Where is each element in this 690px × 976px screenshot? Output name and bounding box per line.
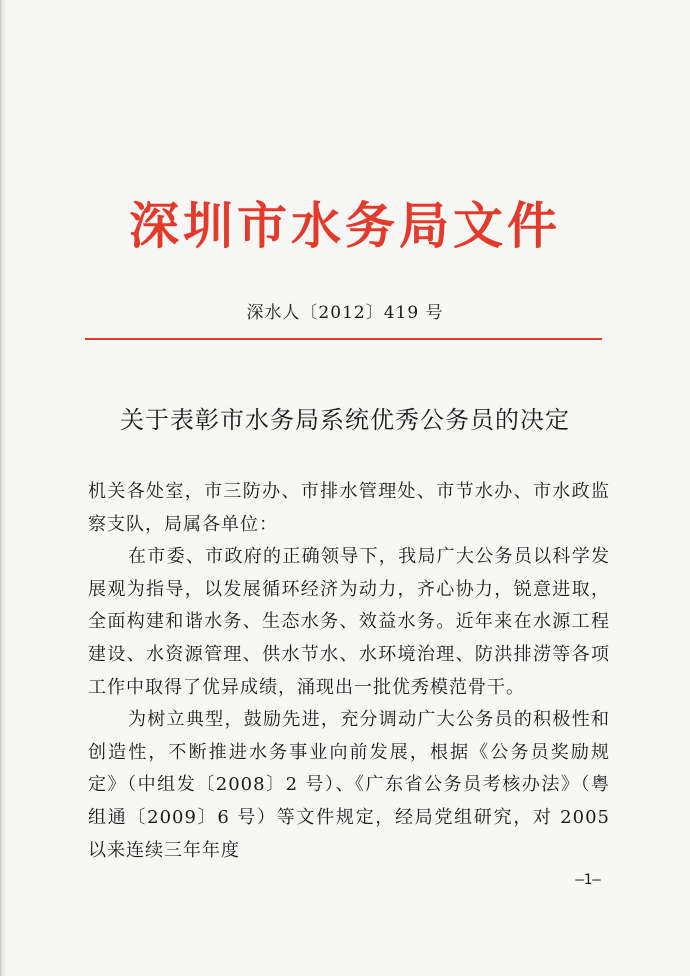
- document-title: 关于表彰市水务局系统优秀公务员的决定: [120, 406, 570, 434]
- header-red-rule: [85, 338, 602, 340]
- body-paragraph: 在市委、市政府的正确领导下，我局广大公务员以科学发展观为指导，以发展循环经济为动力，齐心协力，锐意进取，全面构建和谐水务、生态水务、效益水务。近年来在水源工程建设、水资源管理、供水节水、水环境治理、防洪排涝等各项工作中取得了优异成绩，涌现出一批优秀模范骨干。: [88, 546, 610, 698]
- document-number: 深水人〔2012〕419 号: [246, 303, 444, 323]
- document-body: [88, 476, 610, 867]
- salutation-paragraph: 机关各处室，市三防办、市排水管理处、市节水办、市水政监察支队，局属各单位：: [88, 481, 610, 535]
- body-paragraph: 为树立典型，鼓励先进，充分调动广大公务员的积极性和创造性，不断推进水务事业向前发展，根据《公务员奖励规定》（中组发〔2008〕2 号）、《广东省公务员考核办法》（粤组通〔2009〕6 号）等文件规定，经局党组研究，对 2005 以来连续三年年度: [88, 709, 610, 861]
- page-number: —1—: [575, 872, 601, 888]
- page-left-shadow: [3, 0, 7, 976]
- document-header-title: 深圳市水务局文件: [129, 196, 561, 255]
